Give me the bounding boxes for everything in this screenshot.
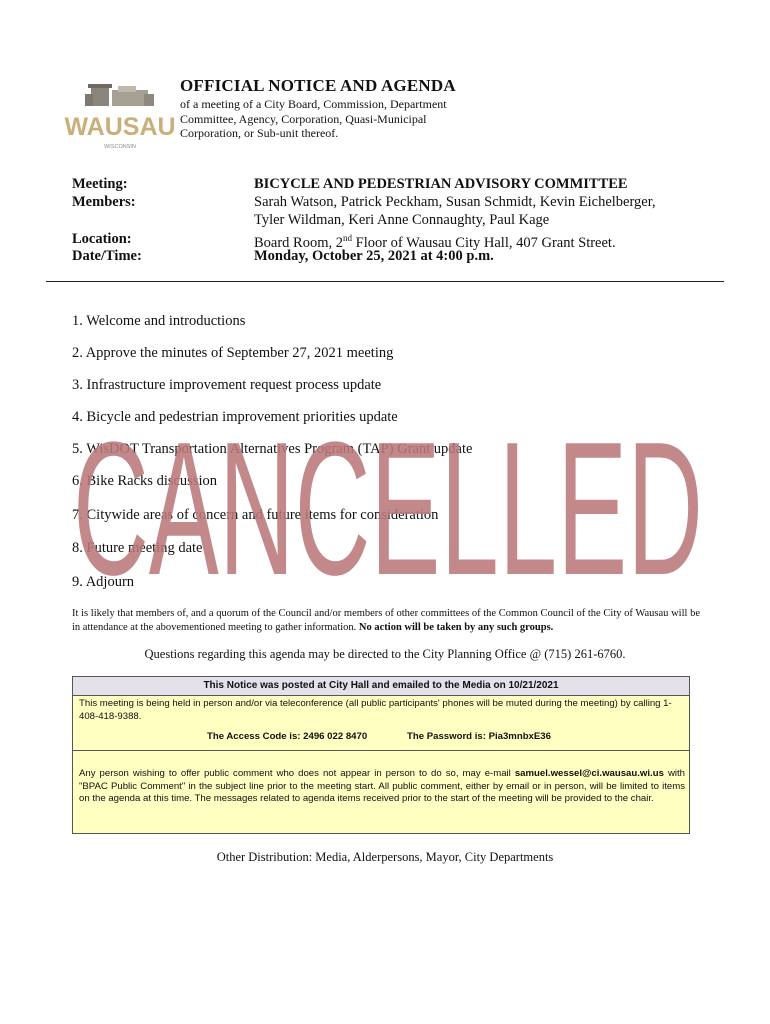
header-divider bbox=[46, 281, 724, 282]
wausau-logo bbox=[64, 80, 176, 154]
quorum-notice: It is likely that members of, and a quorum of the Council and/or members of other committees of the Common Council of the City of Wausau will be in attendance at the abovementioned meeting to gather information. No action will be taken by any such groups. bbox=[72, 608, 700, 633]
cancelled-stamp-text: CANCELLED bbox=[73, 403, 703, 615]
meeting-label: Meeting: bbox=[72, 176, 128, 192]
members-line-1: Sarah Watson, Patrick Peckham, Susan Schmidt, Kevin Eichelberger, bbox=[254, 194, 656, 210]
agenda-item: 1. Welcome and introductions bbox=[72, 313, 246, 329]
location-label: Location: bbox=[72, 231, 132, 247]
questions-contact: Questions regarding this agenda may be directed to the City Planning Office @ (715) 261-6760. bbox=[144, 647, 626, 661]
password: The Password is: Pia3mnbxE36 bbox=[407, 731, 551, 742]
agenda-item: 3. Infrastructure improvement request process update bbox=[72, 377, 382, 393]
access-code: The Access Code is: 2496 022 8470 bbox=[207, 731, 368, 742]
posting-info-box bbox=[72, 676, 690, 834]
contact-email-link[interactable]: samuel.wessel@ci.wausau.wi.us bbox=[514, 768, 664, 779]
members-line-2: Tyler Wildman, Keri Anne Connaughty, Paul Kage bbox=[254, 212, 550, 228]
teleconference-info: This meeting is being held in person and/or via teleconference (all public participants' phones will be muted during the meeting) by calling 1-408-418-9388. bbox=[79, 698, 672, 722]
location-value: Board Room, 2nd Floor of Wausau City Hall, 407 Grant Street. bbox=[254, 233, 616, 251]
datetime-label: Date/Time: bbox=[72, 248, 142, 264]
posting-notice-header: This Notice was posted at City Hall and emailed to the Media on 10/21/2021 bbox=[73, 677, 689, 696]
logo-subtext: WISCONSIN bbox=[104, 144, 136, 150]
datetime-value: Monday, October 25, 2021 at 4:00 p.m. bbox=[254, 248, 494, 264]
agenda-item: 5. WisDOT Transportation Alternatives Program (TAP) Grant update bbox=[72, 441, 473, 457]
agenda-item: 4. Bicycle and pedestrian improvement priorities update bbox=[72, 409, 398, 425]
other-distribution: Other Distribution: Media, Alderpersons, Mayor, City Departments bbox=[216, 850, 554, 864]
public-comment-info: Any person wishing to offer public comment who does not appear in person to do so, may e-mail samuel.wessel@ci.wausau.wi.us with "BPAC Public Comment" in the subject line prior to the meeting start. All public comment, either by email or in person, will be limited to items on the agenda at this time. The messages related to agenda items received prior to the start of the meeting will be provided to the chair. bbox=[79, 768, 685, 804]
notice-subtitle: of a meeting of a City Board, Commission, Department Committee, Agency, Corporation, Quasi-Municipal Corporation, or Sub-unit thereof. bbox=[180, 97, 447, 140]
logo-wordmark: WAUSAU bbox=[64, 113, 176, 141]
agenda-item: 2. Approve the minutes of September 27, 2021 meeting bbox=[72, 345, 394, 361]
agenda-item: 8. Future meeting date bbox=[72, 540, 203, 556]
members-label: Members: bbox=[72, 194, 136, 210]
notice-title: OFFICIAL NOTICE AND AGENDA bbox=[180, 76, 456, 95]
agenda-item: 9. Adjourn bbox=[72, 574, 135, 590]
agenda-item: 7. Citywide areas of concern and future items for consideration bbox=[72, 507, 439, 523]
agenda-item: 6. Bike Racks discussion bbox=[72, 473, 217, 489]
committee-name: BICYCLE AND PEDESTRIAN ADVISORY COMMITTEE bbox=[254, 176, 628, 192]
box-divider bbox=[73, 750, 689, 751]
